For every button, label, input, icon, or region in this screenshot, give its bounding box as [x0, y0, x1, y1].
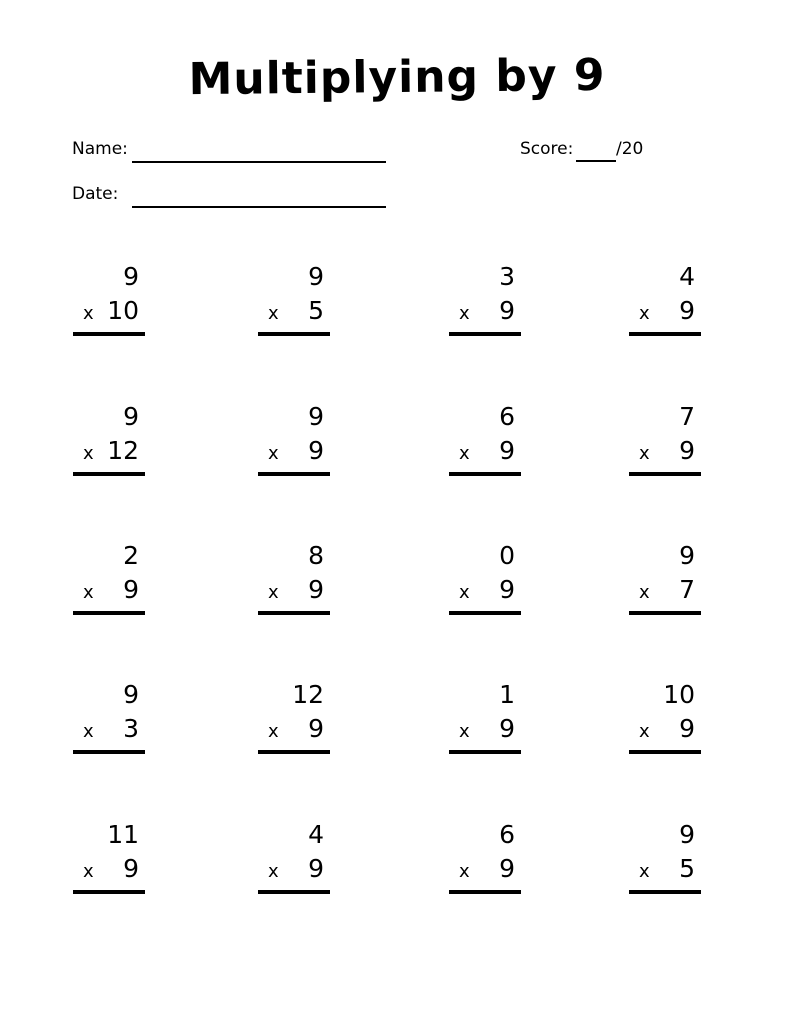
problem-top-number: 4 [679, 262, 695, 291]
answer-line[interactable] [629, 472, 701, 476]
problem-6 [258, 402, 330, 482]
problem-bottom-number: 5 [679, 854, 695, 883]
problem-4 [629, 262, 701, 342]
problem-top-number: 9 [679, 541, 695, 570]
problem-bottom-number: 10 [107, 296, 139, 325]
answer-line[interactable] [449, 472, 521, 476]
answer-line[interactable] [449, 332, 521, 336]
answer-line[interactable] [258, 750, 330, 754]
multiply-sign: x [459, 303, 470, 324]
multiply-sign: x [268, 861, 279, 882]
multiply-sign: x [268, 582, 279, 603]
problem-bottom-number: 9 [308, 436, 324, 465]
problem-2 [258, 262, 330, 342]
problem-1 [73, 262, 145, 342]
name-line[interactable] [132, 161, 386, 163]
answer-line[interactable] [258, 611, 330, 615]
date-line[interactable] [132, 206, 386, 208]
problem-3 [449, 262, 521, 342]
problem-7 [449, 402, 521, 482]
problem-5 [73, 402, 145, 482]
problem-top-number: 6 [499, 402, 515, 431]
answer-line[interactable] [258, 472, 330, 476]
problem-bottom-number: 9 [308, 714, 324, 743]
problem-bottom-number: 5 [308, 296, 324, 325]
answer-line[interactable] [73, 332, 145, 336]
multiply-sign: x [268, 303, 279, 324]
problem-bottom-number: 9 [123, 854, 139, 883]
problem-top-number: 9 [123, 680, 139, 709]
answer-line[interactable] [449, 611, 521, 615]
answer-line[interactable] [73, 890, 145, 894]
problem-10 [258, 541, 330, 621]
problem-bottom-number: 9 [499, 296, 515, 325]
multiply-sign: x [459, 582, 470, 603]
problem-bottom-number: 9 [679, 714, 695, 743]
problem-bottom-number: 9 [308, 575, 324, 604]
answer-line[interactable] [449, 750, 521, 754]
problem-bottom-number: 9 [679, 296, 695, 325]
problem-bottom-number: 7 [679, 575, 695, 604]
problem-12 [629, 541, 701, 621]
problem-bottom-number: 9 [123, 575, 139, 604]
date-label: Date: [72, 184, 119, 204]
worksheet-title: Multiplying by 9 [188, 49, 606, 106]
problem-18 [258, 820, 330, 900]
problem-top-number: 2 [123, 541, 139, 570]
multiply-sign: x [639, 443, 650, 464]
answer-line[interactable] [73, 611, 145, 615]
multiply-sign: x [639, 721, 650, 742]
problem-20 [629, 820, 701, 900]
problem-bottom-number: 3 [123, 714, 139, 743]
answer-line[interactable] [449, 890, 521, 894]
problem-top-number: 1 [499, 680, 515, 709]
problem-17 [73, 820, 145, 900]
problem-bottom-number: 12 [107, 436, 139, 465]
multiply-sign: x [83, 861, 94, 882]
problem-13 [73, 680, 145, 760]
problem-top-number: 12 [292, 680, 324, 709]
problem-14 [258, 680, 330, 760]
problem-top-number: 7 [679, 402, 695, 431]
problem-bottom-number: 9 [499, 714, 515, 743]
answer-line[interactable] [258, 890, 330, 894]
answer-line[interactable] [73, 750, 145, 754]
problem-top-number: 11 [107, 820, 139, 849]
problem-16 [629, 680, 701, 760]
problem-19 [449, 820, 521, 900]
problem-top-number: 3 [499, 262, 515, 291]
multiply-sign: x [639, 582, 650, 603]
multiply-sign: x [459, 861, 470, 882]
problem-15 [449, 680, 521, 760]
multiply-sign: x [268, 443, 279, 464]
multiply-sign: x [83, 721, 94, 742]
multiply-sign: x [639, 861, 650, 882]
problem-top-number: 10 [663, 680, 695, 709]
problem-bottom-number: 9 [499, 436, 515, 465]
answer-line[interactable] [73, 472, 145, 476]
problem-8 [629, 402, 701, 482]
problem-top-number: 9 [679, 820, 695, 849]
answer-line[interactable] [629, 332, 701, 336]
multiply-sign: x [83, 582, 94, 603]
problem-bottom-number: 9 [499, 854, 515, 883]
score-total: /20 [616, 139, 644, 159]
answer-line[interactable] [629, 890, 701, 894]
problem-11 [449, 541, 521, 621]
problem-bottom-number: 9 [499, 575, 515, 604]
problem-top-number: 9 [308, 402, 324, 431]
multiply-sign: x [268, 721, 279, 742]
answer-line[interactable] [629, 611, 701, 615]
problem-top-number: 6 [499, 820, 515, 849]
problem-top-number: 9 [123, 402, 139, 431]
problem-top-number: 9 [123, 262, 139, 291]
problem-9 [73, 541, 145, 621]
problem-top-number: 4 [308, 820, 324, 849]
multiply-sign: x [83, 303, 94, 324]
answer-line[interactable] [258, 332, 330, 336]
multiply-sign: x [639, 303, 650, 324]
score-label: Score: [520, 139, 574, 159]
answer-line[interactable] [629, 750, 701, 754]
multiply-sign: x [459, 721, 470, 742]
problem-top-number: 8 [308, 541, 324, 570]
problem-bottom-number: 9 [308, 854, 324, 883]
multiply-sign: x [83, 443, 94, 464]
problem-top-number: 0 [499, 541, 515, 570]
multiply-sign: x [459, 443, 470, 464]
problem-bottom-number: 9 [679, 436, 695, 465]
score-line[interactable] [576, 160, 616, 162]
name-label: Name: [72, 139, 128, 159]
problem-top-number: 9 [308, 262, 324, 291]
